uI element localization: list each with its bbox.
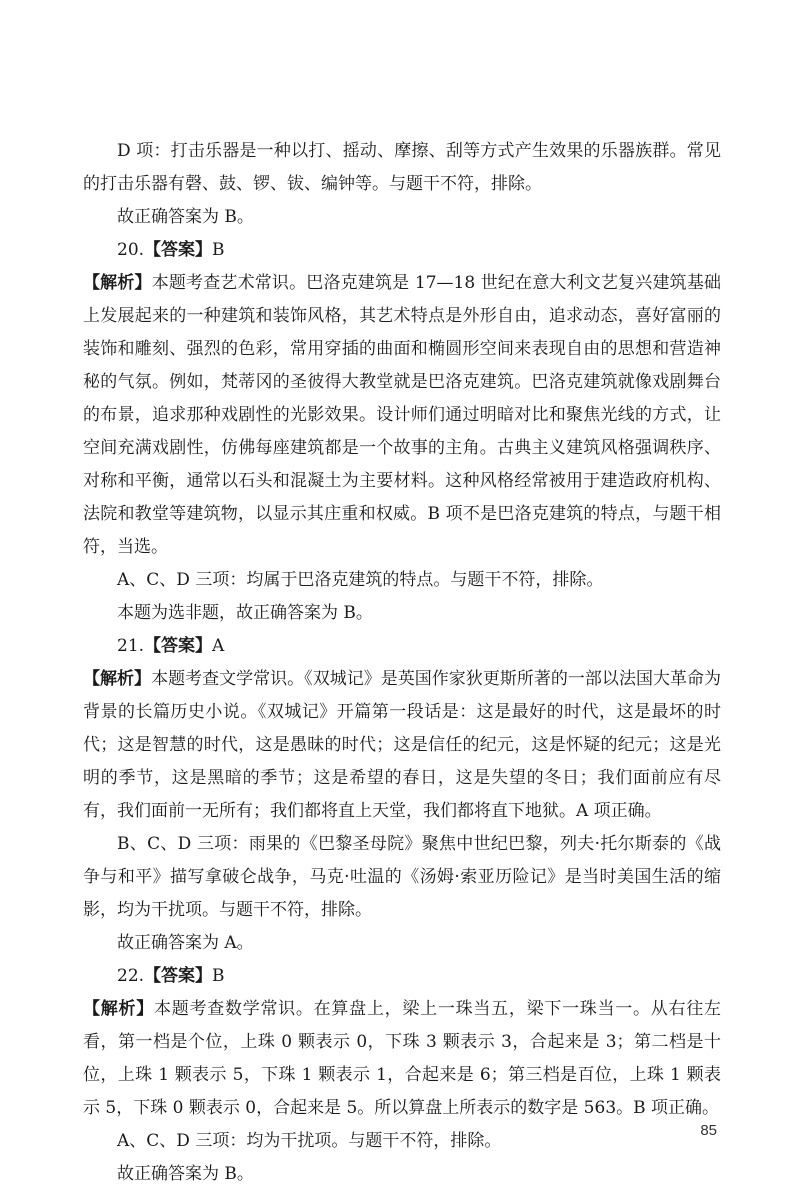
question-number: 22. [117, 966, 145, 986]
paragraph-answer-conclusion [83, 1158, 721, 1191]
paragraph-answer-conclusion [83, 927, 721, 960]
paragraph-text: B、C、D 三项：雨果的《巴黎圣母院》聚焦中世纪巴黎，列夫·托尔斯泰的《战争与和平》描写拿破仑战争，马克·吐温的《汤姆·索亚历险记》是当时美国生活的缩影，均为干扰项。与题干不符，排除。 [83, 834, 721, 920]
analysis-tag: 【解析】 [83, 273, 152, 293]
analysis-text: 本题考查文学常识。《双城记》是英国作家狄更斯所著的一部以法国大革命为背景的长篇历史小说。《双城记》开篇第一段话是：这是最好的时代，这是最坏的时代；这是智慧的时代，这是愚昧的时代；这是信任的纪元，这是怀疑的纪元；这是光明的季节，这是黑暗的季节；这是希望的春日，这是失望的冬日；我们面前应有尽有，我们面前一无所有；我们都将直上天堂，我们都将直下地狱。A 项正确。 [83, 669, 722, 821]
paragraph-text: A、C、D 三项：均属于巴洛克建筑的特点。与题干不符，排除。 [117, 570, 604, 590]
question-20-analysis [83, 267, 721, 564]
question-22-answer [83, 960, 721, 993]
paragraph-answer-conclusion [83, 201, 721, 234]
page-number: 85 [700, 1122, 717, 1139]
answer-value: A [212, 636, 225, 656]
question-22-analysis [83, 993, 721, 1125]
paragraph-text: 故正确答案为 A。 [117, 933, 254, 953]
paragraph-answer-conclusion [83, 597, 721, 630]
question-20-answer [83, 234, 721, 267]
analysis-tag: 【解析】 [83, 669, 152, 689]
paragraph-text: 故正确答案为 B。 [117, 207, 254, 227]
paragraph-text: 本题为选非题，故正确答案为 B。 [117, 603, 373, 623]
paragraph-option-d [83, 135, 721, 201]
page-body [83, 135, 721, 1191]
answer-tag: 【答案】 [144, 240, 213, 260]
analysis-text: 本题考查数学常识。在算盘上，梁上一珠当五，梁下一珠当一。从右往左看，第一档是个位，上珠 0 颗表示 0，下珠 3 颗表示 3，合起来是 3；第二档是十位，上珠 1 颗表示 5，下珠 1 颗表示 1，合起来是 6；第三档是百位，上珠 1 颗表示 5，下珠 0 颗表示 0，合起来是 5。所以算盘上所表示的数字是 563。B 项正确。 [83, 999, 722, 1118]
answer-value: B [212, 240, 225, 260]
paragraph-text: A、C、D 三项：均为干扰项。与题干不符，排除。 [117, 1131, 502, 1151]
answer-tag: 【答案】 [144, 966, 213, 986]
paragraph-text: 故正确答案为 B。 [117, 1164, 254, 1184]
paragraph-text: D 项：打击乐器是一种以打、摇动、摩擦、刮等方式产生效果的乐器族群。常见的打击乐器有磬、鼓、锣、钹、编钟等。与题干不符，排除。 [83, 141, 721, 194]
question-number: 20. [117, 240, 145, 260]
question-21-answer [83, 630, 721, 663]
question-number: 21. [117, 636, 145, 656]
analysis-text: 本题考查艺术常识。巴洛克建筑是 17—18 世纪在意大利文艺复兴建筑基础上发展起来的一种建筑和装饰风格，其艺术特点是外形自由，追求动态，喜好富丽的装饰和雕刻、强烈的色彩，常用穿插的曲面和椭圆形空间来表现自由的思想和营造神秘的气氛。例如，梵蒂冈的圣彼得大教堂就是巴洛克建筑。巴洛克建筑就像戏剧舞台的布景，追求那种戏剧性的光影效果。设计师们通过明暗对比和聚焦光线的方式，让空间充满戏剧性，仿佛每座建筑都是一个故事的主角。古典主义建筑风格强调秩序、对称和平衡，通常以石头和混凝土为主要材料。这种风格经常被用于建造政府机构、法院和教堂等建筑物，以显示其庄重和权威。B 项不是巴洛克建筑的特点，与题干相符，当选。 [83, 273, 721, 557]
answer-tag: 【答案】 [144, 636, 213, 656]
answer-value: B [212, 966, 225, 986]
paragraph-options-acd [83, 1125, 721, 1158]
analysis-tag: 【解析】 [83, 999, 154, 1019]
question-21-analysis [83, 663, 721, 828]
paragraph-options-bcd [83, 828, 721, 927]
paragraph-options-acd [83, 564, 721, 597]
